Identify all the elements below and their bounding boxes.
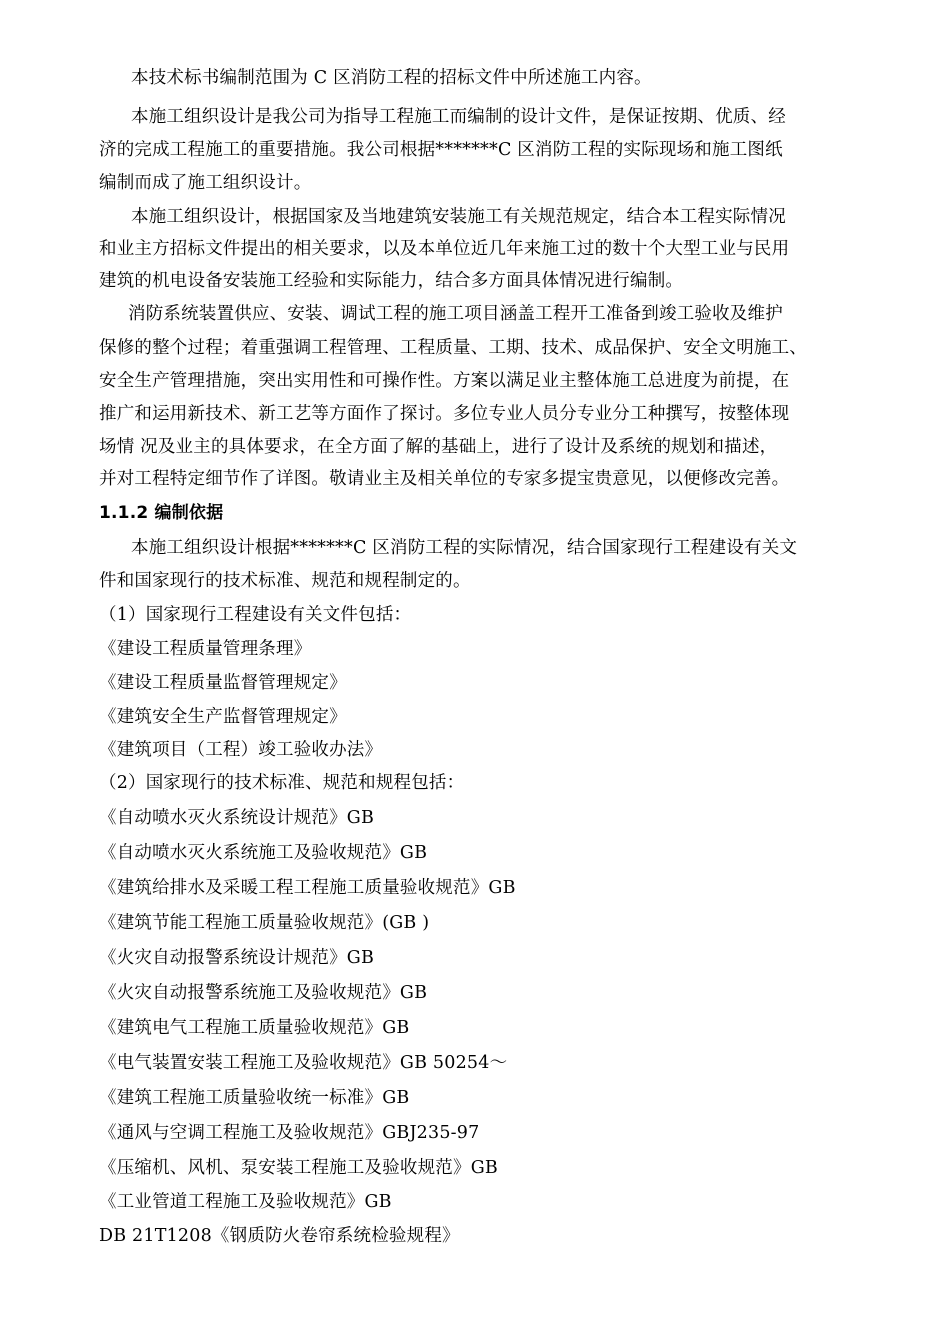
intro-paragraph-3-line: 建筑的机电设备安装施工经验和实际能力，结合多方面具体情况进行编制。 (99, 271, 684, 291)
list-2-item: 《自动喷水灭火系统设计规范》GB (99, 808, 375, 828)
list-2-item: DB 21T1208《钢质防火卷帘系统检验规程》 (99, 1226, 460, 1246)
list-2-item: 《建筑电气工程施工质量验收规范》GB (99, 1018, 410, 1038)
intro-paragraph-4-line: 保修的整个过程；着重强调工程管理、工程质量、工期、技术、成品保护、安全文明施工、 (99, 338, 807, 358)
list-2-item: 《自动喷水灭火系统施工及验收规范》GB (99, 843, 428, 863)
list-2-item: 《建筑工程施工质量验收统一标准》GB (99, 1088, 410, 1108)
list-2-item: 《建筑给排水及采暖工程工程施工质量验收规范》GB (99, 878, 516, 898)
list-2-item: 《通风与空调工程施工及验收规范》GBJ235-97 (99, 1123, 480, 1143)
intro-paragraph-3-line: 和业主方招标文件提出的相关要求，以及本单位近几年来施工过的数十个大型工业与民用 (99, 239, 790, 259)
list-2-item: 《火灾自动报警系统施工及验收规范》GB (99, 983, 428, 1003)
intro-paragraph-2-line: 本施工组织设计是我公司为指导工程施工而编制的设计文件，是保证按期、优质、经 (131, 107, 786, 127)
intro-paragraph-4-line: 场情 况及业主的具体要求，在全方面了解的基础上，进行了设计及系统的规划和描述， (99, 437, 778, 457)
list-2-item: 《建筑节能工程施工质量验收规范》(GB ) (99, 913, 430, 933)
intro-paragraph-3-line: 本施工组织设计，根据国家及当地建筑安装施工有关规范规定，结合本工程实际情况 (131, 207, 786, 227)
list-1-item: 《建筑项目（工程）竣工验收办法》 (99, 740, 383, 760)
list-1-item: 《建设工程质量监督管理规定》 (99, 673, 347, 693)
intro-paragraph-4-line: 安全生产管理措施，突出实用性和可操作性。方案以满足业主整体施工总进度为前提，在 (99, 371, 790, 391)
list-2-item: 《压缩机、风机、泵安装工程施工及验收规范》GB (99, 1158, 498, 1178)
list-2-item: 《电气装置安装工程施工及验收规范》GB 50254～ (99, 1053, 508, 1073)
intro-paragraph-4-line: 并对工程特定细节作了详图。敬请业主及相关单位的专家多提宝贵意见，以便修改完善。 (99, 469, 790, 489)
list-2-title: （2）国家现行的技术标准、规范和规程包括： (99, 773, 465, 793)
intro-paragraph-1-line: 本技术标书编制范围为 C 区消防工程的招标文件中所述施工内容。 (131, 68, 652, 88)
intro-paragraph-2-line: 济的完成工程施工的重要措施。我公司根据*******C 区消防工程的实际现场和施工图纸 (99, 140, 783, 160)
intro-paragraph-4-line: 推广和运用新技术、新工艺等方面作了探讨。多位专业人员分专业分工种撰写，按整体现 (99, 404, 790, 424)
section-heading: 1.1.2 编制依据 (99, 503, 224, 523)
section-paragraph-line: 件和国家现行的技术标准、规范和规程制定的。 (99, 571, 471, 591)
list-2-item: 《工业管道工程施工及验收规范》GB (99, 1192, 392, 1212)
list-1-title: （1）国家现行工程建设有关文件包括： (99, 605, 412, 625)
intro-paragraph-4-line: 消防系统装置供应、安装、调试工程的施工项目涵盖工程开工准备到竣工验收及维护 (128, 304, 783, 324)
list-2-item: 《火灾自动报警系统设计规范》GB (99, 948, 375, 968)
list-1-item: 《建设工程质量管理条理》 (99, 639, 312, 659)
section-paragraph-line: 本施工组织设计根据*******C 区消防工程的实际情况，结合国家现行工程建设有关文 (131, 538, 798, 558)
list-1-item: 《建筑安全生产监督管理规定》 (99, 707, 347, 727)
intro-paragraph-2-line: 编制而成了施工组织设计。 (99, 173, 312, 193)
